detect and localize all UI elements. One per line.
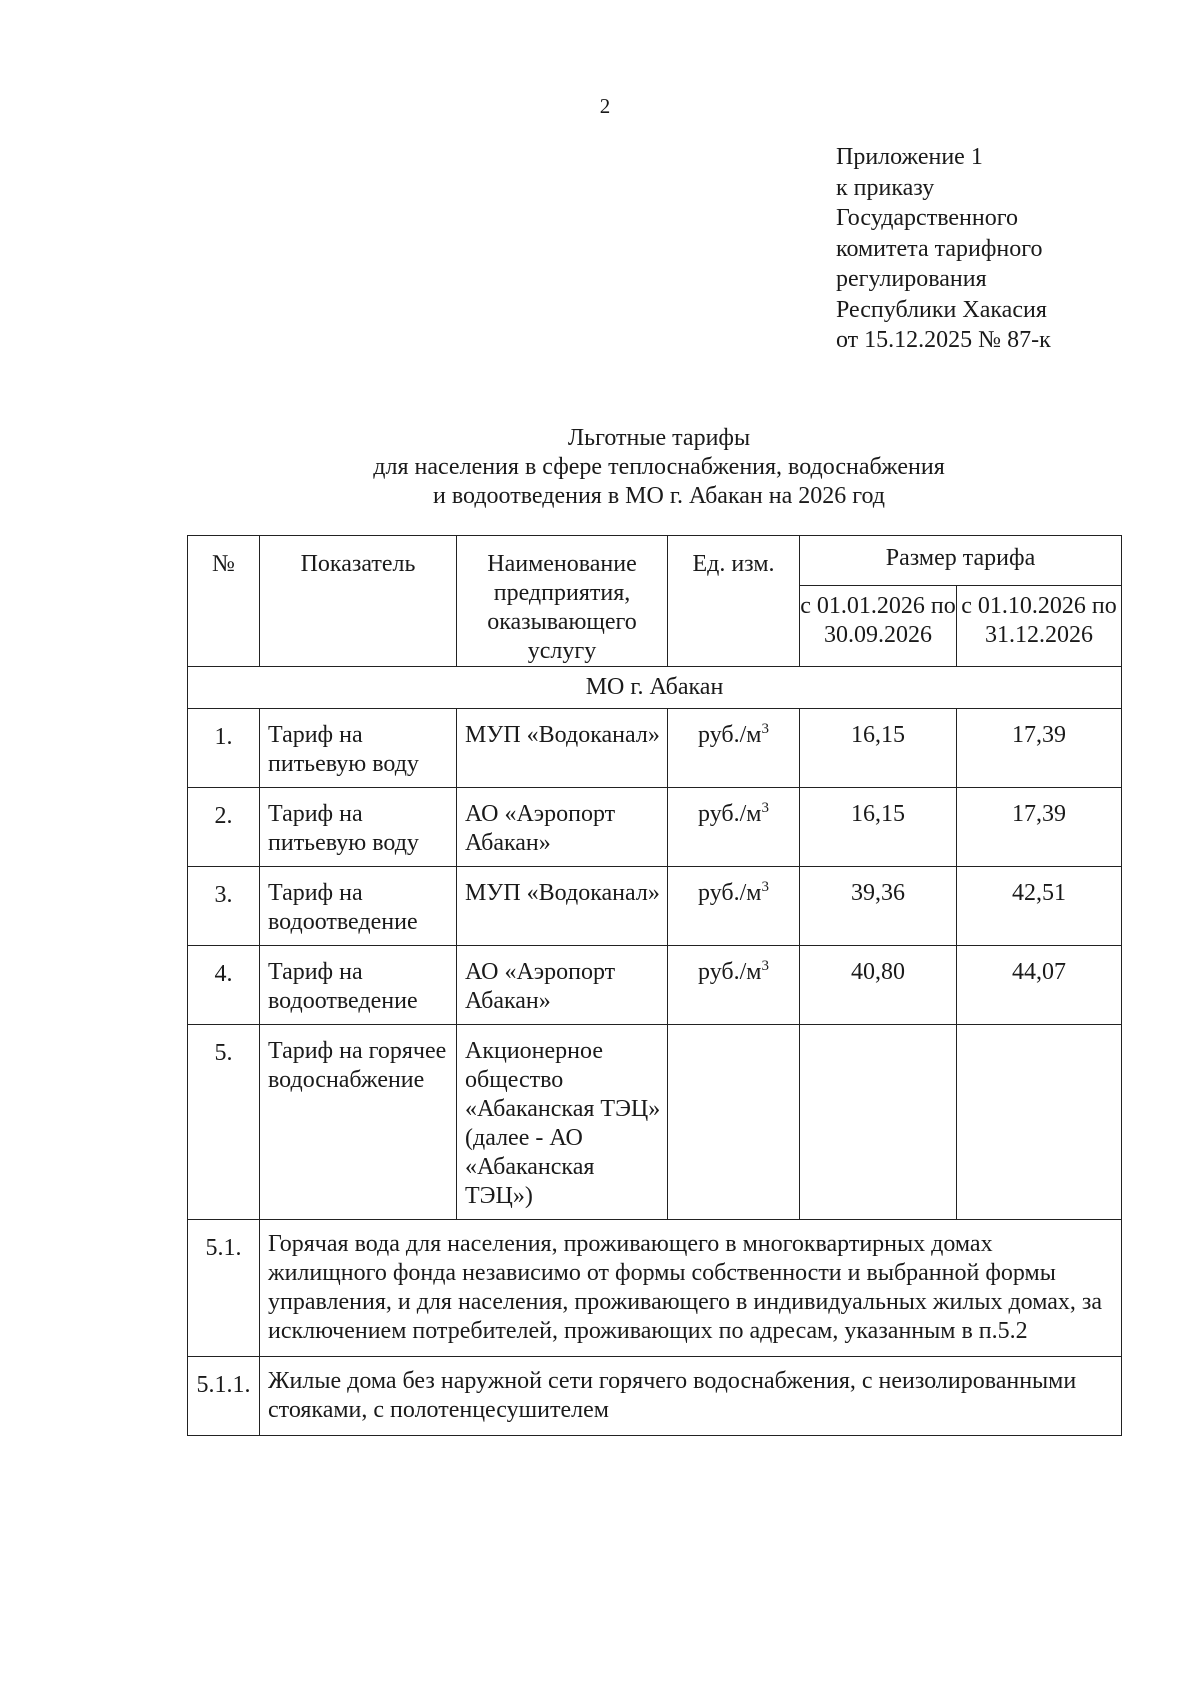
row-num: 2. (188, 788, 260, 867)
row-company: МУП «Водоканал» (457, 867, 668, 946)
table-row-5-1 (188, 1220, 1122, 1357)
title-line-2: для населения в сфере теплоснабжения, водоснабжения (373, 454, 945, 480)
appendix-line: к приказу (836, 174, 935, 201)
table-row (188, 788, 1122, 867)
row-value-period-2: 17,39 (957, 788, 1122, 867)
header-period-1: с 01.01.2026 по 30.09.2026 (800, 586, 957, 667)
row-indicator: Тариф на питьевую воду (260, 709, 457, 788)
appendix-line: Приложение 1 (836, 144, 983, 170)
header-company: Наименование предприятия, оказывающего услугу (457, 536, 668, 667)
row-indicator: Тариф на горячее водоснабжение (260, 1025, 457, 1220)
row-unit (668, 867, 800, 946)
unit-exponent: 3 (761, 958, 769, 974)
title-line-1: Льготные тарифы (567, 425, 751, 451)
row-value-period-2: 44,07 (957, 946, 1122, 1025)
appendix-line: регулирования (836, 266, 987, 292)
table-row (188, 946, 1122, 1025)
header-tariff-size: Размер тарифа (800, 536, 1122, 586)
row-description: Горячая вода для населения, проживающего в многоквартирных домах жилищного фонда независимо от формы собственности и выбранной формы управления, и для населения, проживающего в индивидуальных жилых домах, за исключением потребителей, проживающих по адресам, указанным в п.5.2 (260, 1220, 1122, 1357)
unit-exponent: 3 (761, 879, 769, 895)
page-number: 2 (599, 94, 611, 118)
row-value-period-2: 17,39 (957, 709, 1122, 788)
row-value-period-2-empty (957, 1025, 1122, 1220)
row-unit (668, 946, 800, 1025)
row-value-period-2: 42,51 (957, 867, 1122, 946)
header-num: № (188, 536, 260, 667)
row-company: МУП «Водоканал» (457, 709, 668, 788)
unit-exponent: 3 (761, 721, 769, 737)
row-num: 4. (188, 946, 260, 1025)
document-title (200, 424, 1118, 511)
unit-base: руб./м (698, 880, 762, 906)
unit-base: руб./м (698, 801, 762, 827)
row-description: Жилые дома без наружной сети горячего водоснабжения, с неизолированными стояками, с полотенцесушителем (260, 1357, 1122, 1436)
row-unit (668, 788, 800, 867)
table-row (188, 709, 1122, 788)
row-num: 5.1.1. (188, 1357, 260, 1436)
table-row-5-1-1 (188, 1357, 1122, 1436)
appendix-line: комитета тарифного (836, 235, 1043, 262)
row-value-period-1: 39,36 (800, 867, 957, 946)
unit-base: руб./м (698, 722, 762, 748)
section-title: МО г. Абакан (188, 667, 1122, 709)
table-row-5 (188, 1025, 1122, 1220)
row-unit-empty (668, 1025, 800, 1220)
row-num: 5.1. (188, 1220, 260, 1357)
table-row (188, 867, 1122, 946)
row-indicator: Тариф на водоотведение (260, 867, 457, 946)
appendix-line: Государственного (836, 205, 1018, 231)
row-value-period-1: 40,80 (800, 946, 957, 1025)
row-indicator: Тариф на питьевую воду (260, 788, 457, 867)
header-unit: Ед. изм. (668, 536, 800, 667)
row-company: Акционерное общество «Абаканская ТЭЦ» (далее - АО «Абаканская ТЭЦ») (457, 1025, 668, 1220)
header-period-2: с 01.10.2026 по 31.12.2026 (957, 586, 1122, 667)
title-line-3: и водоотведения в МО г. Абакан на 2026 год (433, 483, 885, 509)
row-company: АО «Аэропорт Абакан» (457, 788, 668, 867)
row-value-period-1: 16,15 (800, 788, 957, 867)
appendix-line: Республики Хакасия (836, 296, 1047, 323)
unit-exponent: 3 (761, 800, 769, 816)
unit-base: руб./м (698, 959, 762, 985)
appendix-block (836, 142, 1176, 356)
section-row (188, 667, 1122, 709)
row-company: АО «Аэропорт Абакан» (457, 946, 668, 1025)
header-row (188, 536, 1122, 586)
appendix-line: от 15.12.2025 № 87-к (836, 327, 1051, 353)
tariff-table (187, 535, 1122, 1436)
header-indicator: Показатель (260, 536, 457, 667)
row-num: 3. (188, 867, 260, 946)
row-value-period-1-empty (800, 1025, 957, 1220)
row-indicator: Тариф на водоотведение (260, 946, 457, 1025)
row-unit (668, 709, 800, 788)
row-value-period-1: 16,15 (800, 709, 957, 788)
row-num: 5. (188, 1025, 260, 1220)
row-num: 1. (188, 709, 260, 788)
